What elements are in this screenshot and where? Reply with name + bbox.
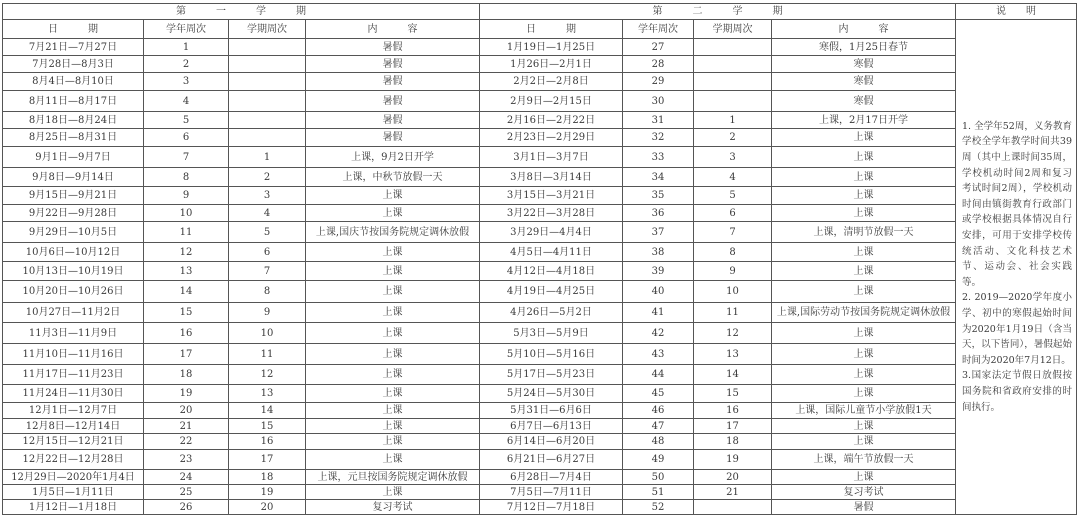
s2-date-cell: 2月16日—2月22日 xyxy=(480,112,623,129)
s2-content-cell: 上课 xyxy=(772,281,956,303)
s2-date-cell: 5月31日—6月6日 xyxy=(480,403,623,419)
s1-date-cell: 11月3日—11月9日 xyxy=(3,323,144,344)
semester-title-row xyxy=(3,4,1077,20)
s2-date-cell: 1月26日—2月1日 xyxy=(480,56,623,73)
s2-year-week-cell: 33 xyxy=(623,147,694,168)
s1-year-week-cell: 13 xyxy=(144,262,229,281)
s1-year-week-cell: 23 xyxy=(144,450,229,470)
s2-date-cell: 6月21日—6月27日 xyxy=(480,450,623,470)
table-row xyxy=(3,39,1077,56)
notes-header: 说 明 xyxy=(956,4,1077,20)
s1-date-cell: 11月10日—11月16日 xyxy=(3,344,144,365)
s1-term-week-cell: 2 xyxy=(229,168,306,187)
s1-term-week-cell: 11 xyxy=(229,344,306,365)
s2-date-cell: 2月23日—2月29日 xyxy=(480,129,623,147)
s2-content-cell: 上课 xyxy=(772,385,956,403)
s1-term-week-cell: 12 xyxy=(229,365,306,385)
s2-year-week-cell: 34 xyxy=(623,168,694,187)
s2-content-cell: 上课 xyxy=(772,365,956,385)
s2-content-cell: 上课 xyxy=(772,344,956,365)
s1-content-cell: 暑假 xyxy=(306,73,480,91)
table-row xyxy=(3,112,1077,129)
s2-date-cell: 4月19日—4月25日 xyxy=(480,281,623,303)
s2-term-week-cell: 2 xyxy=(694,129,772,147)
s2-year-week-cell: 47 xyxy=(623,419,694,434)
s2-content-cell: 寒假 xyxy=(772,73,956,91)
s1-content-cell: 上课 xyxy=(306,434,480,450)
s2-content-cell: 上课 xyxy=(772,187,956,205)
s1-content-cell: 上课 xyxy=(306,344,480,365)
s1-year-week-cell: 9 xyxy=(144,187,229,205)
s2-term-week-cell: 12 xyxy=(694,323,772,344)
s1-year-week-cell: 17 xyxy=(144,344,229,365)
s2-content-cell: 上课 xyxy=(772,205,956,222)
s2-term-week-cell: 9 xyxy=(694,262,772,281)
s2-term-week-cell: 13 xyxy=(694,344,772,365)
semester1-title: 第 一 学 期 xyxy=(3,4,480,20)
s1-date-cell: 11月17日—11月23日 xyxy=(3,365,144,385)
s2-date-cell: 2月2日—2月8日 xyxy=(480,73,623,91)
s1-term-week-cell: 15 xyxy=(229,419,306,434)
table-row xyxy=(3,385,1077,403)
semester2-title: 第 二 学 期 xyxy=(480,4,956,20)
s2-year-week-cell: 42 xyxy=(623,323,694,344)
s2-date-cell: 5月17日—5月23日 xyxy=(480,365,623,385)
s1-date-cell: 8月25日—8月31日 xyxy=(3,129,144,147)
s1-year-week-cell: 24 xyxy=(144,470,229,485)
s2-content-cell: 上课 xyxy=(772,470,956,485)
s1-content-cell: 上课 xyxy=(306,205,480,222)
table-row xyxy=(3,281,1077,303)
table-row xyxy=(3,168,1077,187)
table-row xyxy=(3,365,1077,385)
s2-date-cell: 4月12日—4月18日 xyxy=(480,262,623,281)
s2-year-week-cell: 48 xyxy=(623,434,694,450)
s1-year-week-cell: 12 xyxy=(144,243,229,262)
table-row xyxy=(3,434,1077,450)
s2-year-week-cell: 32 xyxy=(623,129,694,147)
s1-date-cell: 10月6日—10月12日 xyxy=(3,243,144,262)
s1-date-cell: 12月8日—12月14日 xyxy=(3,419,144,434)
s1-content-cell: 上课 xyxy=(306,243,480,262)
table-row xyxy=(3,262,1077,281)
s2-term-week-cell: 20 xyxy=(694,470,772,485)
s2-term-week-cell xyxy=(694,56,772,73)
s2-term-week-cell: 8 xyxy=(694,243,772,262)
s1-term-week-cell: 13 xyxy=(229,385,306,403)
s2-term-week-cell: 21 xyxy=(694,485,772,500)
column-header-row xyxy=(3,20,1077,39)
s1-term-week-cell: 8 xyxy=(229,281,306,303)
s2-content-cell: 上课 xyxy=(772,243,956,262)
s1-year-week-cell: 6 xyxy=(144,129,229,147)
s1-date-cell: 9月1日—9月7日 xyxy=(3,147,144,168)
s1-content-cell: 上课 xyxy=(306,385,480,403)
s1-content-cell: 上课 xyxy=(306,281,480,303)
note-item-3: 3.国家法定节假日放假按国务院和省政府安排的时间执行。 xyxy=(962,370,1072,413)
table-row xyxy=(3,56,1077,73)
s2-term-week-cell: 4 xyxy=(694,168,772,187)
s2-term-week-cell: 18 xyxy=(694,434,772,450)
s2-date-cell: 3月8日—3月14日 xyxy=(480,168,623,187)
s1-content-cell: 上课 xyxy=(306,419,480,434)
s1-term-week-cell: 6 xyxy=(229,243,306,262)
s2-term-week-cell: 3 xyxy=(694,147,772,168)
s2-year-week-cell: 30 xyxy=(623,91,694,112)
table-row xyxy=(3,147,1077,168)
s1-header-term-week: 学期周次 xyxy=(229,20,306,39)
table-row xyxy=(3,470,1077,485)
s1-term-week-cell: 4 xyxy=(229,205,306,222)
s2-year-week-cell: 31 xyxy=(623,112,694,129)
s2-content-cell: 寒假 xyxy=(772,91,956,112)
s2-year-week-cell: 38 xyxy=(623,243,694,262)
s1-year-week-cell: 21 xyxy=(144,419,229,434)
s2-content-cell: 上课,国际劳动节按国务院规定调休放假 xyxy=(772,303,956,323)
s1-year-week-cell: 5 xyxy=(144,112,229,129)
s1-content-cell: 复习考试 xyxy=(306,500,480,515)
s2-term-week-cell: 15 xyxy=(694,385,772,403)
s2-date-cell: 5月3日—5月9日 xyxy=(480,323,623,344)
s2-year-week-cell: 36 xyxy=(623,205,694,222)
school-calendar-table xyxy=(2,3,1077,515)
s1-content-cell: 上课 xyxy=(306,187,480,205)
s1-term-week-cell xyxy=(229,112,306,129)
s1-term-week-cell xyxy=(229,129,306,147)
s2-date-cell: 7月5日—7月11日 xyxy=(480,485,623,500)
s1-term-week-cell: 17 xyxy=(229,450,306,470)
s2-term-week-cell: 17 xyxy=(694,419,772,434)
s1-year-week-cell: 3 xyxy=(144,73,229,91)
s1-year-week-cell: 20 xyxy=(144,403,229,419)
s1-content-cell: 上课，元旦按国务院规定调休放假 xyxy=(306,470,480,485)
s2-content-cell: 上课，国际儿童节小学放假1天 xyxy=(772,403,956,419)
s2-year-week-cell: 44 xyxy=(623,365,694,385)
s1-date-cell: 8月18日—8月24日 xyxy=(3,112,144,129)
s2-year-week-cell: 43 xyxy=(623,344,694,365)
s1-date-cell: 1月12日—1月18日 xyxy=(3,500,144,515)
note-item-1: 1. 全学年52周，义务教育学校全学年教学时间共39周（其中上课时间35周，学校机动时间2周和复习考试时间2周），学校机动时间由镇街教育行政部门或学校根据具体情况自行安排，可用于安排学校传统活动、文化科技艺术节、运动会、社会实践等。 xyxy=(962,120,1072,288)
s1-date-cell: 9月8日—9月14日 xyxy=(3,168,144,187)
s1-year-week-cell: 1 xyxy=(144,39,229,56)
table-row xyxy=(3,419,1077,434)
s2-header-content: 内 容 xyxy=(772,20,956,39)
s1-year-week-cell: 4 xyxy=(144,91,229,112)
table-row xyxy=(3,205,1077,222)
s1-content-cell: 暑假 xyxy=(306,91,480,112)
s2-content-cell: 寒假，1月25日春节 xyxy=(772,39,956,56)
s2-header-date: 日 期 xyxy=(480,20,623,39)
s1-term-week-cell: 1 xyxy=(229,147,306,168)
table-row xyxy=(3,222,1077,243)
s2-date-cell: 3月29日—4月4日 xyxy=(480,222,623,243)
s2-term-week-cell: 5 xyxy=(694,187,772,205)
s1-term-week-cell xyxy=(229,39,306,56)
s1-date-cell: 9月22日—9月28日 xyxy=(3,205,144,222)
s1-term-week-cell: 10 xyxy=(229,323,306,344)
s1-year-week-cell: 10 xyxy=(144,205,229,222)
note-item-2: 2. 2019—2020学年度小学、初中的寒假起始时间为2020年1月19日（含当天，以下皆同），暑假起始时间为2020年7月12日。 xyxy=(962,292,1072,366)
s1-term-week-cell: 3 xyxy=(229,187,306,205)
s2-year-week-cell: 51 xyxy=(623,485,694,500)
s2-term-week-cell xyxy=(694,91,772,112)
s1-year-week-cell: 18 xyxy=(144,365,229,385)
s1-term-week-cell: 9 xyxy=(229,303,306,323)
s2-term-week-cell xyxy=(694,39,772,56)
s2-content-cell: 上课，清明节放假一天 xyxy=(772,222,956,243)
s2-date-cell: 7月12日—7月18日 xyxy=(480,500,623,515)
s1-date-cell: 9月29日—10月5日 xyxy=(3,222,144,243)
s1-year-week-cell: 26 xyxy=(144,500,229,515)
s1-date-cell: 8月4日—8月10日 xyxy=(3,73,144,91)
table-row xyxy=(3,500,1077,515)
table-row xyxy=(3,129,1077,147)
s1-term-week-cell: 5 xyxy=(229,222,306,243)
s2-term-week-cell: 10 xyxy=(694,281,772,303)
s2-date-cell: 5月10日—5月16日 xyxy=(480,344,623,365)
s2-term-week-cell: 19 xyxy=(694,450,772,470)
s2-term-week-cell: 7 xyxy=(694,222,772,243)
s2-year-week-cell: 37 xyxy=(623,222,694,243)
s2-header-term-week: 学期周次 xyxy=(694,20,772,39)
s2-term-week-cell: 16 xyxy=(694,403,772,419)
s2-year-week-cell: 27 xyxy=(623,39,694,56)
table-row xyxy=(3,450,1077,470)
s2-year-week-cell: 29 xyxy=(623,73,694,91)
s2-date-cell: 6月28日—7月4日 xyxy=(480,470,623,485)
s2-header-year-week: 学年周次 xyxy=(623,20,694,39)
s1-date-cell: 11月24日—11月30日 xyxy=(3,385,144,403)
s2-content-cell: 复习考试 xyxy=(772,485,956,500)
s2-content-cell: 上课 xyxy=(772,434,956,450)
s1-content-cell: 暑假 xyxy=(306,39,480,56)
s2-date-cell: 2月9日—2月15日 xyxy=(480,91,623,112)
s1-date-cell: 7月28日—8月3日 xyxy=(3,56,144,73)
s1-content-cell: 上课，中秋节放假一天 xyxy=(306,168,480,187)
s2-year-week-cell: 39 xyxy=(623,262,694,281)
s1-term-week-cell: 20 xyxy=(229,500,306,515)
s1-year-week-cell: 2 xyxy=(144,56,229,73)
s2-term-week-cell: 14 xyxy=(694,365,772,385)
s1-term-week-cell: 18 xyxy=(229,470,306,485)
s1-year-week-cell: 8 xyxy=(144,168,229,187)
s2-term-week-cell xyxy=(694,73,772,91)
s1-content-cell: 上课 xyxy=(306,403,480,419)
s1-content-cell: 上课 xyxy=(306,262,480,281)
s2-date-cell: 4月5日—4月11日 xyxy=(480,243,623,262)
s2-content-cell: 上课，端午节放假一天 xyxy=(772,450,956,470)
s2-date-cell: 3月1日—3月7日 xyxy=(480,147,623,168)
s2-term-week-cell xyxy=(694,500,772,515)
table-row xyxy=(3,403,1077,419)
s1-content-cell: 上课 xyxy=(306,485,480,500)
notes-cell xyxy=(956,20,1077,515)
s1-year-week-cell: 19 xyxy=(144,385,229,403)
table-row xyxy=(3,344,1077,365)
s2-year-week-cell: 52 xyxy=(623,500,694,515)
s2-date-cell: 1月19日—1月25日 xyxy=(480,39,623,56)
s2-date-cell: 3月15日—3月21日 xyxy=(480,187,623,205)
s1-date-cell: 12月29日—2020年1月4日 xyxy=(3,470,144,485)
s2-date-cell: 3月22日—3月28日 xyxy=(480,205,623,222)
s2-content-cell: 寒假 xyxy=(772,56,956,73)
s1-date-cell: 1月5日—1月11日 xyxy=(3,485,144,500)
s2-content-cell: 上课 xyxy=(772,147,956,168)
s2-term-week-cell: 11 xyxy=(694,303,772,323)
s1-content-cell: 暑假 xyxy=(306,56,480,73)
s2-date-cell: 6月14日—6月20日 xyxy=(480,434,623,450)
s2-year-week-cell: 35 xyxy=(623,187,694,205)
s1-year-week-cell: 25 xyxy=(144,485,229,500)
s1-term-week-cell: 19 xyxy=(229,485,306,500)
s1-term-week-cell xyxy=(229,73,306,91)
s2-content-cell: 上课 xyxy=(772,262,956,281)
s1-term-week-cell xyxy=(229,91,306,112)
s1-date-cell: 10月13日—10月19日 xyxy=(3,262,144,281)
table-row xyxy=(3,303,1077,323)
s2-content-cell: 暑假 xyxy=(772,500,956,515)
s2-term-week-cell: 1 xyxy=(694,112,772,129)
s2-date-cell: 6月7日—6月13日 xyxy=(480,419,623,434)
table-row xyxy=(3,187,1077,205)
s1-year-week-cell: 15 xyxy=(144,303,229,323)
s1-year-week-cell: 7 xyxy=(144,147,229,168)
s1-date-cell: 12月1日—12月7日 xyxy=(3,403,144,419)
s1-term-week-cell: 7 xyxy=(229,262,306,281)
s1-content-cell: 暑假 xyxy=(306,112,480,129)
s1-date-cell: 10月20日—10月26日 xyxy=(3,281,144,303)
table-row xyxy=(3,485,1077,500)
s2-content-cell: 上课 xyxy=(772,419,956,434)
s1-date-cell: 8月11日—8月17日 xyxy=(3,91,144,112)
s1-header-content: 内 容 xyxy=(306,20,480,39)
s1-content-cell: 上课，9月2日开学 xyxy=(306,147,480,168)
s1-content-cell: 上课,国庆节按国务院规定调休放假 xyxy=(306,222,480,243)
table-row xyxy=(3,91,1077,112)
s2-term-week-cell: 6 xyxy=(694,205,772,222)
s1-content-cell: 暑假 xyxy=(306,129,480,147)
s1-date-cell: 9月15日—9月21日 xyxy=(3,187,144,205)
s2-content-cell: 上课 xyxy=(772,168,956,187)
s2-year-week-cell: 49 xyxy=(623,450,694,470)
s1-date-cell: 12月22日—12月28日 xyxy=(3,450,144,470)
s2-year-week-cell: 28 xyxy=(623,56,694,73)
s1-content-cell: 上课 xyxy=(306,365,480,385)
s1-year-week-cell: 22 xyxy=(144,434,229,450)
s2-year-week-cell: 40 xyxy=(623,281,694,303)
s2-content-cell: 上课 xyxy=(772,129,956,147)
s1-content-cell: 上课 xyxy=(306,450,480,470)
s1-term-week-cell xyxy=(229,56,306,73)
s1-header-date: 日 期 xyxy=(3,20,144,39)
s2-content-cell: 上课 xyxy=(772,323,956,344)
s2-date-cell: 4月26日—5月2日 xyxy=(480,303,623,323)
s1-term-week-cell: 16 xyxy=(229,434,306,450)
s2-date-cell: 5月24日—5月30日 xyxy=(480,385,623,403)
s1-content-cell: 上课 xyxy=(306,303,480,323)
s2-content-cell: 上课，2月17日开学 xyxy=(772,112,956,129)
s2-year-week-cell: 46 xyxy=(623,403,694,419)
s1-date-cell: 12月15日—12月21日 xyxy=(3,434,144,450)
table-row xyxy=(3,73,1077,91)
s1-year-week-cell: 14 xyxy=(144,281,229,303)
s2-year-week-cell: 50 xyxy=(623,470,694,485)
s1-content-cell: 上课 xyxy=(306,323,480,344)
s1-header-year-week: 学年周次 xyxy=(144,20,229,39)
s2-year-week-cell: 41 xyxy=(623,303,694,323)
s1-year-week-cell: 11 xyxy=(144,222,229,243)
s1-date-cell: 7月21日—7月27日 xyxy=(3,39,144,56)
table-row xyxy=(3,323,1077,344)
s2-year-week-cell: 45 xyxy=(623,385,694,403)
s1-term-week-cell: 14 xyxy=(229,403,306,419)
table-row xyxy=(3,243,1077,262)
s1-year-week-cell: 16 xyxy=(144,323,229,344)
s1-date-cell: 10月27日—11月2日 xyxy=(3,303,144,323)
